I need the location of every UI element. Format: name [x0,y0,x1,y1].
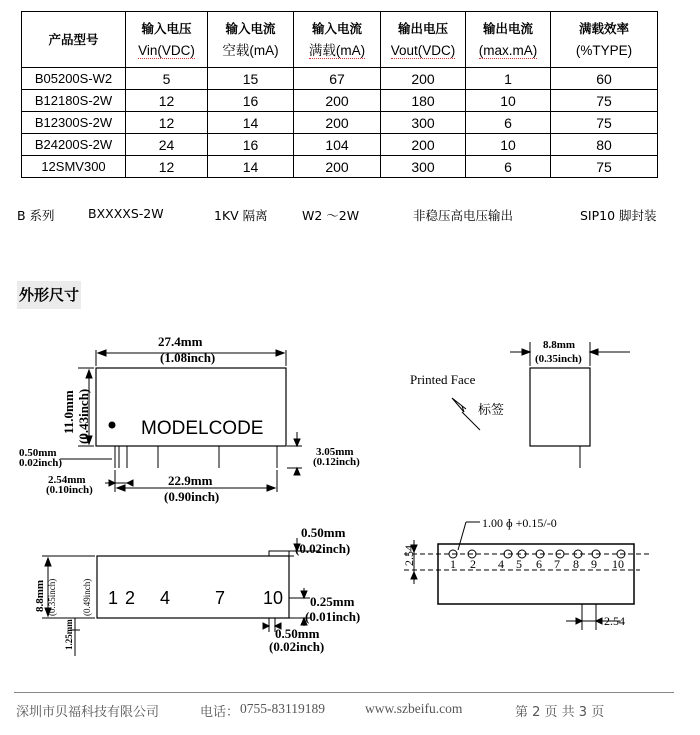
cell: 60 [551,68,658,90]
page-footer [0,701,700,725]
hole-number: 2 [470,557,476,571]
cell: 200 [381,134,466,156]
dimension-drawing [0,320,700,690]
printed-face-label: Printed Face [410,372,476,387]
series-pattern: BXXXXS-2W [88,206,164,221]
footer-page-number: 第 2 页 共 3 页 [515,705,605,720]
series-isolation: 1KV 隔离 [214,208,268,223]
cell: 75 [551,156,658,178]
pin-offset-mm: 0.50mm [19,447,57,459]
pin-offset-in: 0.02inch) [19,457,63,469]
table-row [22,112,658,134]
pitch-v: 2.54 [402,545,416,566]
header-vin: 输入电压 Vin(VDC) [126,12,208,68]
cell: 10 [466,134,551,156]
table-header-row [22,12,658,68]
cell: 6 [466,156,551,178]
cell: 1 [466,68,551,90]
footer-company: 深圳市贝福科技有限公司 [16,705,160,720]
cell-model: B12180S-2W [22,90,126,112]
pin-length-in: (0.12inch) [313,456,360,468]
spec-table [21,11,658,178]
bottom-body [97,556,289,618]
cell: 200 [294,156,381,178]
cell: 75 [551,112,658,134]
cell: 200 [294,90,381,112]
header-efficiency: 满载效率 (%TYPE) [551,12,658,68]
hole-spec: 1.00 ɸ +0.15/-0 [482,516,557,530]
cell-model: B05200S-W2 [22,68,126,90]
cell: 24 [126,134,208,156]
table-row [22,156,658,178]
header-iout: 输出电流 (max.mA) [466,12,551,68]
header-iin-noload: 输入电流 空载(mA) [208,12,294,68]
pin-label-1: 1 [108,588,119,608]
label-cn: 标签 [478,403,505,418]
span-mm: 22.9mm [168,473,213,488]
depth-in: (0.35inch) [47,578,57,616]
pin-label-7: 7 [215,588,226,608]
cell-model: B24200S-2W [22,134,126,156]
standoff-mm: 1.25mm [64,619,74,650]
cell: 14 [208,156,294,178]
footer-phone-label: 电话： [200,705,240,720]
pin-length-mm: 3.05mm [316,446,354,458]
hole-number: 6 [536,557,542,571]
cell: 15 [208,68,294,90]
series-power: W2 ～2W [302,208,360,223]
cell: 12 [126,112,208,134]
pin-gap-in: (0.02inch) [269,639,325,654]
table-row [22,90,658,112]
span-in: (0.90inch) [164,489,220,504]
section-title: 外形尺寸 [17,281,81,309]
cell: 16 [208,134,294,156]
hole-number: 4 [498,557,504,571]
cell-model: B12300S-2W [22,112,126,134]
footer-phone: 0755-83119189 [240,701,325,716]
hole-number: 9 [591,557,597,571]
depth-mm: 8.8mm [34,579,46,612]
series-name: B 系列 [17,208,55,223]
pin-gap-mm: 0.50mm [275,626,320,641]
cell: 300 [381,112,466,134]
pitch-h: 2.54 [604,614,625,628]
cell: 200 [294,112,381,134]
header-iin-fullload: 输入电流 满载(mA) [294,12,381,68]
inner-in: (0.49inch) [82,578,92,616]
table-row [22,68,658,90]
top-gap-in: (0.02inch) [295,541,351,556]
pitch-mm: 2.54mm [48,474,86,486]
footer-divider [14,692,674,693]
front-height-in: (0.43inch) [76,388,91,444]
pin-width-mm: 0.25mm [310,594,355,609]
pin-label-10: 10 [263,588,284,608]
hole-number: 5 [516,557,522,571]
header-vout: 输出电压 Vout(VDC) [381,12,466,68]
cell: 14 [208,112,294,134]
cell: 80 [551,134,658,156]
cell: 12 [126,156,208,178]
cell: 6 [466,112,551,134]
cell: 12 [126,90,208,112]
pitch-in: (0.10inch) [46,484,93,496]
pin-label-2: 2 [125,588,136,608]
cell: 300 [381,156,466,178]
front-width-mm: 27.4mm [158,334,203,349]
pin-width-in: (0.01inch) [305,609,361,624]
model-code-label: MODELCODE [141,418,264,439]
side-width-in: (0.35inch) [535,353,582,365]
footer-website[interactable]: www.szbeifu.com [365,701,463,716]
front-height-mm: 11.0mm [61,390,76,434]
cell: 75 [551,90,658,112]
cell: 10 [466,90,551,112]
pin-label-4: 4 [160,588,171,608]
cell: 5 [126,68,208,90]
top-gap-mm: 0.50mm [301,525,346,540]
series-type: 非稳压高电压输出 [413,208,514,223]
side-body [530,368,590,446]
pin1-dot [109,422,116,429]
hole-number: 1 [450,557,456,571]
cell-model: 12SMV300 [22,156,126,178]
series-package: SIP10 脚封装 [580,208,657,223]
cell: 104 [294,134,381,156]
side-width-mm: 8.8mm [543,339,576,351]
cell: 180 [381,90,466,112]
front-width-in: (1.08inch) [160,350,216,365]
cell: 67 [294,68,381,90]
table-row [22,134,658,156]
hole-number: 8 [573,557,579,571]
hole-number: 10 [612,557,624,571]
cell: 16 [208,90,294,112]
header-model: 产品型号 [22,12,126,68]
cell: 200 [381,68,466,90]
series-summary [0,206,700,226]
hole-number: 7 [554,557,560,571]
